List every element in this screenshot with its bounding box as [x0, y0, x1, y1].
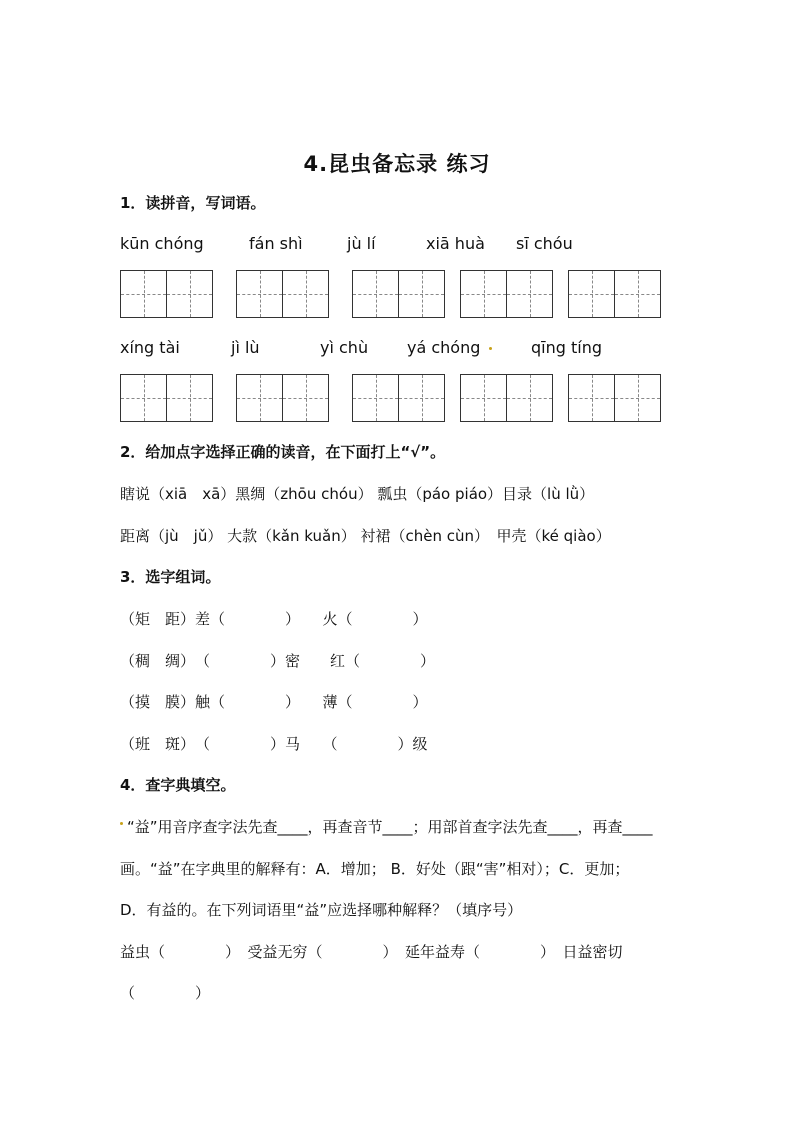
q4-heading: 4．查字典填空。 — [120, 776, 236, 794]
pinyin-2-5: qīng tíng — [531, 338, 602, 357]
pinyin-1-5: sī chóu — [516, 234, 573, 253]
page-title: 4.昆虫备忘录 练习 — [303, 152, 491, 176]
q3-heading: 3．选字组词。 — [120, 568, 221, 586]
pinyin-1-4: xiā huà — [426, 234, 485, 253]
q3-line-1: （矩 距）差（ ） 火（ ） — [120, 610, 428, 628]
writing-grid[interactable] — [352, 374, 445, 422]
writing-grid[interactable] — [352, 270, 445, 318]
pinyin-1-2: fán shì — [249, 234, 303, 253]
q4-line-5: （ ） — [120, 984, 211, 1002]
writing-grid[interactable] — [120, 374, 213, 422]
writing-grid[interactable] — [568, 374, 661, 422]
writing-grid[interactable] — [460, 374, 553, 422]
writing-grid[interactable] — [236, 374, 329, 422]
writing-grid[interactable] — [120, 270, 213, 318]
writing-grid[interactable] — [460, 270, 553, 318]
writing-grid[interactable] — [568, 270, 661, 318]
pinyin-1-1: kūn chóng — [120, 234, 204, 253]
q4-line-2: 画。“益”在字典里的解释有：A．增加； B．好处（跟“害”相对）；C．更加； — [120, 860, 630, 878]
q2-line-1: 瞎说（xiā xā）黑绸（zhōu chóu） 瓢虫（páo piáo）目录（lù lǜ） — [120, 485, 595, 503]
pinyin-2-3: yì chù — [320, 338, 369, 357]
stray-dot-mark — [489, 347, 492, 350]
pinyin-2-4: yá chóng — [407, 338, 481, 357]
q4-line-3: D．有益的。在下列词语里“益”应选择哪种解释？（填序号） — [120, 901, 523, 919]
q2-line-2: 距离（jù jǔ） 大款（kǎn kuǎn） 衬裙（chèn cùn） 甲壳（ké qiào） — [120, 527, 611, 545]
pinyin-1-3: jù lí — [347, 234, 376, 253]
stray-dot-mark — [120, 822, 123, 825]
q3-line-3: （摸 膜）触（ ） 薄（ ） — [120, 693, 428, 711]
pinyin-2-1: xíng tài — [120, 338, 180, 357]
q4-line-1: “益”用音序查字法先查____，再查音节____；用部首查字法先查____，再查____ — [127, 818, 653, 836]
q4-line-4: 益虫（ ） 受益无穷（ ） 延年益寿（ ） 日益密切 — [120, 943, 623, 961]
q3-line-2: （稠 绸） （ ）密 红（ ） — [120, 652, 436, 670]
writing-grid[interactable] — [236, 270, 329, 318]
q3-line-4: （班 斑） （ ）马 （ ）级 — [120, 735, 428, 753]
q1-heading: 1．读拼音，写词语。 — [120, 194, 266, 212]
pinyin-2-2: jì lù — [231, 338, 260, 357]
q2-heading: 2．给加点字选择正确的读音，在下面打上“√”。 — [120, 443, 446, 461]
